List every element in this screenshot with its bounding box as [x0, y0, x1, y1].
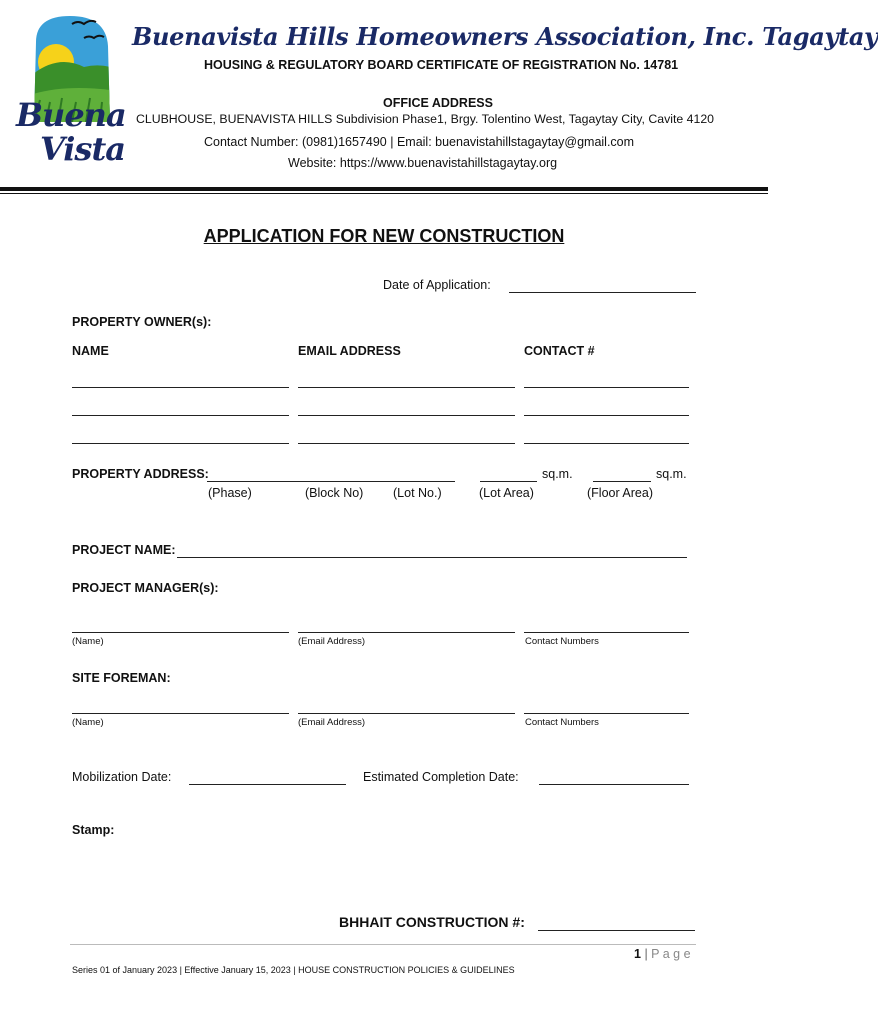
- sf-email-field[interactable]: [298, 713, 515, 714]
- lot-caption: (Lot No.): [393, 486, 442, 500]
- column-name-header: NAME: [72, 344, 109, 358]
- floor-area-unit: sq.m.: [656, 467, 687, 481]
- construction-number-field[interactable]: [538, 930, 695, 931]
- page-word: P a g e: [651, 947, 691, 961]
- footer-series: Series 01 of January 2023 | Effective January 15, 2023 | HOUSE CONSTRUCTION POLICIES & GUIDELINES: [72, 965, 515, 975]
- owner-email-field-2[interactable]: [298, 415, 515, 416]
- contact-line: Contact Number: (0981)1657490 | Email: buenavistahillstagaytay@gmail.com: [204, 135, 635, 149]
- owner-email-field-1[interactable]: [298, 387, 515, 388]
- date-of-application-label: Date of Application:: [383, 278, 491, 292]
- site-foreman-label: SITE FOREMAN:: [72, 671, 171, 685]
- pm-name-caption: (Name): [72, 636, 104, 647]
- footer-rule: [70, 944, 696, 945]
- pm-name-field[interactable]: [72, 632, 289, 633]
- stamp-label: Stamp:: [72, 823, 115, 837]
- project-manager-label: PROJECT MANAGER(s):: [72, 581, 219, 595]
- sf-email-caption: (Email Address): [298, 717, 366, 728]
- property-address-label: PROPERTY ADDRESS:: [72, 467, 209, 481]
- owner-name-field-3[interactable]: [72, 443, 289, 444]
- owner-contact-field-1[interactable]: [524, 387, 689, 388]
- owner-contact-field-3[interactable]: [524, 443, 689, 444]
- sf-name-field[interactable]: [72, 713, 289, 714]
- lot-area-unit: sq.m.: [542, 467, 573, 481]
- pm-contact-field[interactable]: [524, 632, 689, 633]
- construction-number-label: BHHAIT CONSTRUCTION #:: [339, 914, 525, 930]
- registration-line: HOUSING & REGULATORY BOARD CERTIFICATE OF REGISTRATION No. 14781: [204, 58, 679, 72]
- pm-email-caption: (Email Address): [298, 636, 366, 647]
- lot-area-field[interactable]: [480, 481, 537, 482]
- column-contact-header: CONTACT #: [524, 344, 595, 358]
- date-of-application-field[interactable]: [509, 292, 696, 293]
- sf-contact-field[interactable]: [524, 713, 689, 714]
- owner-name-field-2[interactable]: [72, 415, 289, 416]
- page-number: 1: [634, 947, 641, 961]
- header-rule-thick: [0, 187, 768, 191]
- mobilization-date-label: Mobilization Date:: [72, 770, 172, 784]
- owner-name-field-1[interactable]: [72, 387, 289, 388]
- floor-area-caption: (Floor Area): [587, 486, 653, 500]
- sf-name-caption: (Name): [72, 717, 104, 728]
- sf-contact-caption: Contact Numbers: [525, 717, 599, 728]
- completion-date-field[interactable]: [539, 784, 689, 785]
- logo-text-vista: Vista: [40, 130, 125, 168]
- block-caption: (Block No): [305, 486, 364, 500]
- property-address-field[interactable]: [207, 481, 455, 482]
- property-owners-label: PROPERTY OWNER(s):: [72, 315, 212, 329]
- floor-area-field[interactable]: [593, 481, 651, 482]
- phase-caption: (Phase): [208, 486, 252, 500]
- page-separator-icon: |: [644, 947, 652, 961]
- pm-email-field[interactable]: [298, 632, 515, 633]
- form-title: APPLICATION FOR NEW CONSTRUCTION: [203, 226, 565, 246]
- project-name-field[interactable]: [177, 557, 687, 558]
- website-line: Website: https://www.buenavistahillstagaytay.org: [288, 156, 558, 170]
- office-address: CLUBHOUSE, BUENAVISTA HILLS Subdivision Phase1, Brgy. Tolentino West, Tagaytay City, Cavite 4120: [136, 112, 714, 126]
- pm-contact-caption: Contact Numbers: [525, 636, 599, 647]
- completion-date-label: Estimated Completion Date:: [363, 770, 519, 784]
- lot-area-caption: (Lot Area): [479, 486, 534, 500]
- column-email-header: EMAIL ADDRESS: [298, 344, 401, 358]
- owner-email-field-3[interactable]: [298, 443, 515, 444]
- page-indicator: [634, 947, 691, 961]
- header-rule-thin: [0, 193, 768, 194]
- logo-text-buena: Buena: [16, 96, 126, 134]
- organization-name: Buenavista Hills Homeowners Association, Inc. Tagaytay: [132, 22, 878, 51]
- office-address-label: OFFICE ADDRESS: [383, 96, 493, 110]
- project-name-label: PROJECT NAME:: [72, 543, 176, 557]
- mobilization-date-field[interactable]: [189, 784, 346, 785]
- owner-contact-field-2[interactable]: [524, 415, 689, 416]
